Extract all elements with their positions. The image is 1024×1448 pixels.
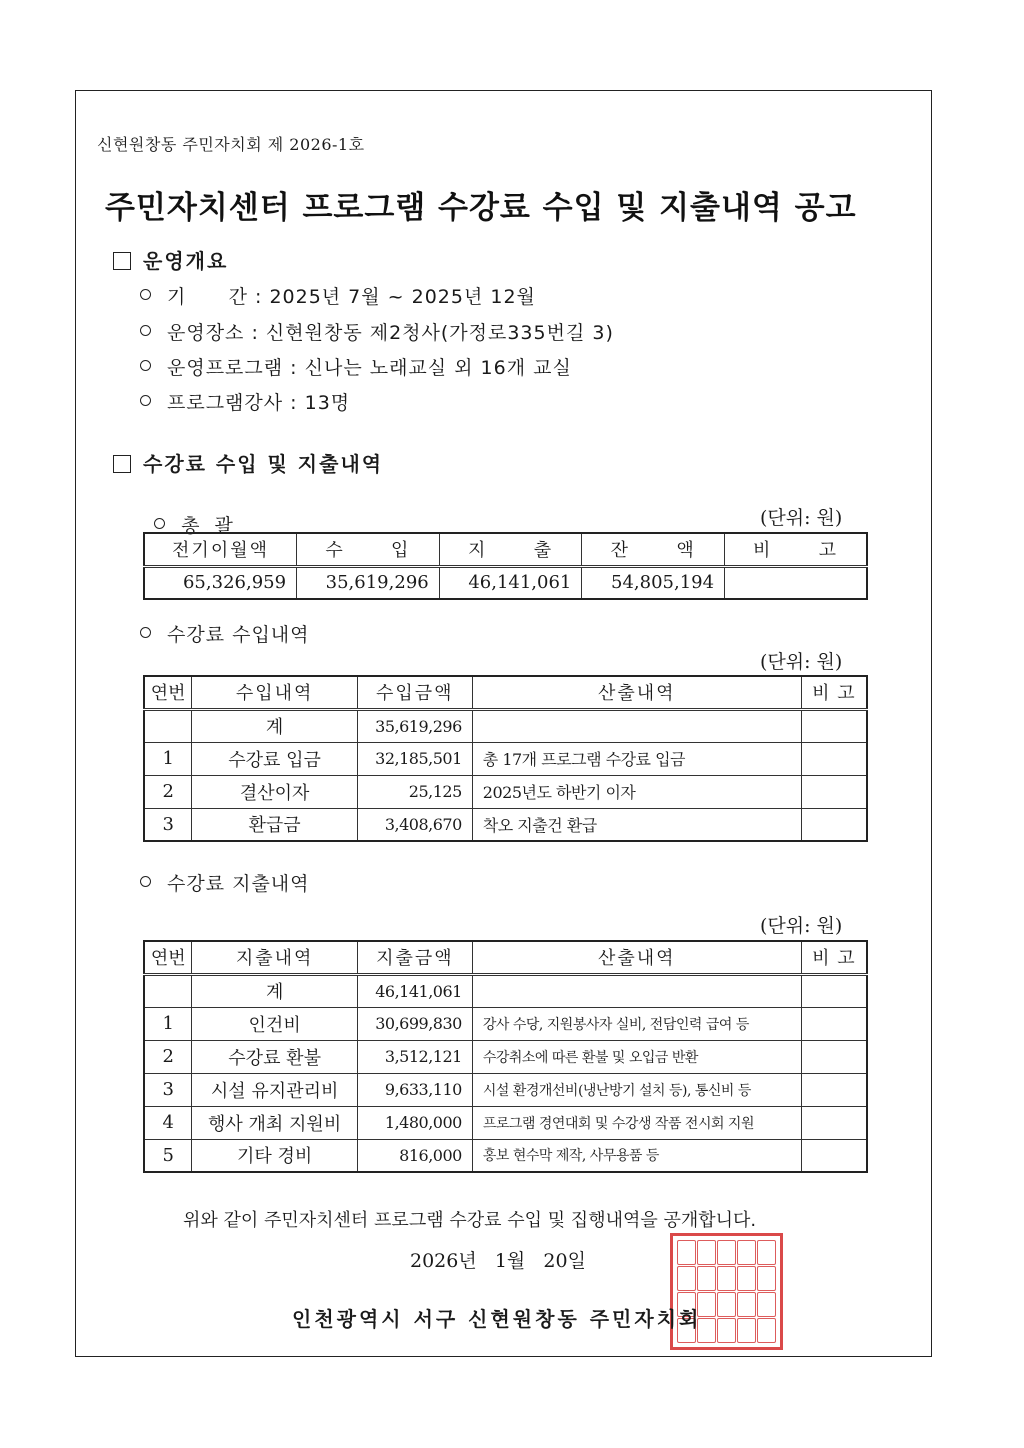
- overview-item-location: 운영장소 : 신현원창동 제2청사(가정로335번길 3): [140, 318, 614, 345]
- income-total-no: [144, 709, 192, 742]
- summary-header-income: 수 입: [297, 533, 440, 566]
- summary-note-value: [725, 566, 867, 599]
- row-item: 기타 경비: [192, 1139, 357, 1172]
- income-total-row: [144, 709, 867, 742]
- expense-header-detail: 산출내역: [472, 941, 801, 974]
- section-finance-heading: [113, 448, 383, 477]
- overview-value: 신나는 노래교실 외 16개 교실: [304, 357, 572, 379]
- row-no: 1: [144, 742, 192, 775]
- expense-unit: (단위: 원): [760, 915, 843, 937]
- row-amount: 3,408,670: [357, 808, 472, 841]
- table-row: [144, 1106, 867, 1139]
- row-item: 수강료 환불: [192, 1040, 357, 1073]
- circle-bullet-icon: [140, 360, 151, 371]
- row-detail: 프로그램 경연대회 및 수강생 작품 전시회 지원: [472, 1106, 801, 1139]
- summary-subheading: [140, 489, 234, 538]
- income-header-item: 수입내역: [192, 676, 357, 709]
- income-header-note: 비 고: [801, 676, 867, 709]
- overview-label: 기 간: [167, 286, 248, 308]
- circle-bullet-icon: [140, 395, 151, 406]
- expense-total-no: [144, 974, 192, 1007]
- row-no: 5: [144, 1139, 192, 1172]
- subheading-text: 수강료 수입내역: [167, 624, 310, 646]
- section-overview-heading: [113, 245, 228, 274]
- table-row: [144, 1139, 867, 1172]
- expense-header-note: 비 고: [801, 941, 867, 974]
- expense-total-label: 계: [192, 974, 357, 1007]
- row-amount: 1,480,000: [357, 1106, 472, 1139]
- section-title: 운영개요: [143, 249, 229, 273]
- official-seal-icon: [670, 1233, 783, 1350]
- income-table: [143, 675, 868, 842]
- overview-label: 운영장소: [167, 322, 245, 344]
- summary-carryover-value: 65,326,959: [144, 566, 297, 599]
- overview-label: 프로그램강사: [167, 392, 284, 414]
- summary-header-expense: 지 출: [439, 533, 582, 566]
- table-row: [144, 1073, 867, 1106]
- summary-expense-value: 46,141,061: [439, 566, 582, 599]
- income-total-note: [801, 709, 867, 742]
- subheading-text: 수강료 지출내역: [167, 873, 310, 895]
- summary-table: [143, 532, 868, 600]
- table-row: [144, 775, 867, 808]
- row-detail: 2025년도 하반기 이자: [472, 775, 801, 808]
- overview-value: 13명: [304, 392, 351, 414]
- summary-unit: (단위: 원): [760, 507, 843, 529]
- expense-header-no: 연번: [144, 941, 192, 974]
- summary-header-balance: 잔 액: [582, 533, 725, 566]
- row-detail: 시설 환경개선비(냉난방기 설치 등), 통신비 등: [472, 1073, 801, 1106]
- expense-total-note: [801, 974, 867, 1007]
- row-detail: 총 17개 프로그램 수강료 입금: [472, 742, 801, 775]
- row-amount: 30,699,830: [357, 1007, 472, 1040]
- row-no: 1: [144, 1007, 192, 1040]
- expense-header-amount: 지출금액: [357, 941, 472, 974]
- row-item: 시설 유지관리비: [192, 1073, 357, 1106]
- row-detail: 홍보 현수막 제작, 사무용품 등: [472, 1139, 801, 1172]
- checkbox-square-icon: [113, 252, 131, 270]
- income-total-detail: [472, 709, 801, 742]
- income-header-amount: 수입금액: [357, 676, 472, 709]
- overview-item-program: 운영프로그램 : 신나는 노래교실 외 16개 교실: [140, 353, 572, 380]
- expense-subheading: [140, 869, 310, 896]
- income-total-amount: 35,619,296: [357, 709, 472, 742]
- row-detail: 강사 수당, 지원봉사자 실비, 전담인력 급여 등: [472, 1007, 801, 1040]
- row-note: [801, 1073, 867, 1106]
- row-item: 결산이자: [192, 775, 357, 808]
- row-no: 3: [144, 808, 192, 841]
- row-amount: 816,000: [357, 1139, 472, 1172]
- expense-total-row: [144, 974, 867, 1007]
- circle-bullet-icon: [140, 876, 151, 887]
- expense-total-detail: [472, 974, 801, 1007]
- section-title: 수강료 수입 및 지출내역: [143, 452, 384, 476]
- row-item: 수강료 입금: [192, 742, 357, 775]
- circle-bullet-icon: [140, 627, 151, 638]
- row-note: [801, 1106, 867, 1139]
- row-item: 인건비: [192, 1007, 357, 1040]
- document-number: 신현원창동 주민자치회 제 2026-1호: [97, 135, 365, 154]
- row-no: 3: [144, 1073, 192, 1106]
- row-note: [801, 808, 867, 841]
- closing-statement: 위와 같이 주민자치센터 프로그램 수강료 수입 및 집행내역을 공개합니다.: [183, 1210, 757, 1231]
- income-total-label: 계: [192, 709, 357, 742]
- row-item: 환급금: [192, 808, 357, 841]
- page-title: 주민자치센터 프로그램 수강료 수입 및 지출내역 공고: [105, 190, 857, 226]
- row-note: [801, 1139, 867, 1172]
- overview-value: 2025년 7월 ~ 2025년 12월: [269, 286, 536, 308]
- row-no: 2: [144, 1040, 192, 1073]
- row-no: 2: [144, 775, 192, 808]
- row-note: [801, 775, 867, 808]
- income-subheading: [140, 620, 310, 647]
- income-header-detail: 산출내역: [472, 676, 801, 709]
- table-row: [144, 1007, 867, 1040]
- row-detail: 착오 지출건 환급: [472, 808, 801, 841]
- row-amount: 3,512,121: [357, 1040, 472, 1073]
- row-detail: 수강취소에 따른 환불 및 오입금 반환: [472, 1040, 801, 1073]
- table-row: [144, 742, 867, 775]
- row-note: [801, 1040, 867, 1073]
- row-amount: 32,185,501: [357, 742, 472, 775]
- summary-header-note: 비 고: [725, 533, 867, 566]
- overview-value: 신현원창동 제2청사(가정로335번길 3): [265, 322, 614, 344]
- expense-header-item: 지출내역: [192, 941, 357, 974]
- overview-item-instructors: 프로그램강사 : 13명: [140, 388, 350, 415]
- announcement-date: 2026년 1월 20일: [410, 1250, 586, 1272]
- expense-total-amount: 46,141,061: [357, 974, 472, 1007]
- subheading-text: 총 괄: [181, 515, 234, 537]
- income-header-no: 연번: [144, 676, 192, 709]
- row-amount: 25,125: [357, 775, 472, 808]
- checkbox-square-icon: [113, 455, 131, 473]
- summary-income-value: 35,619,296: [297, 566, 440, 599]
- circle-bullet-icon: [140, 325, 151, 336]
- summary-header-carryover: 전기이월액: [144, 533, 297, 566]
- row-note: [801, 742, 867, 775]
- income-unit: (단위: 원): [760, 651, 843, 673]
- expense-table: [143, 940, 868, 1173]
- row-no: 4: [144, 1106, 192, 1139]
- summary-balance-value: 54,805,194: [582, 566, 725, 599]
- table-row: [144, 1040, 867, 1073]
- overview-item-period: 기 간 : 2025년 7월 ~ 2025년 12월: [140, 282, 536, 309]
- overview-label: 운영프로그램: [167, 357, 284, 379]
- circle-bullet-icon: [140, 289, 151, 300]
- issuing-organization: 인천광역시 서구 신현원창동 주민자치회: [292, 1307, 702, 1331]
- circle-bullet-icon: [154, 518, 165, 529]
- table-row: [144, 808, 867, 841]
- row-note: [801, 1007, 867, 1040]
- row-item: 행사 개최 지원비: [192, 1106, 357, 1139]
- row-amount: 9,633,110: [357, 1073, 472, 1106]
